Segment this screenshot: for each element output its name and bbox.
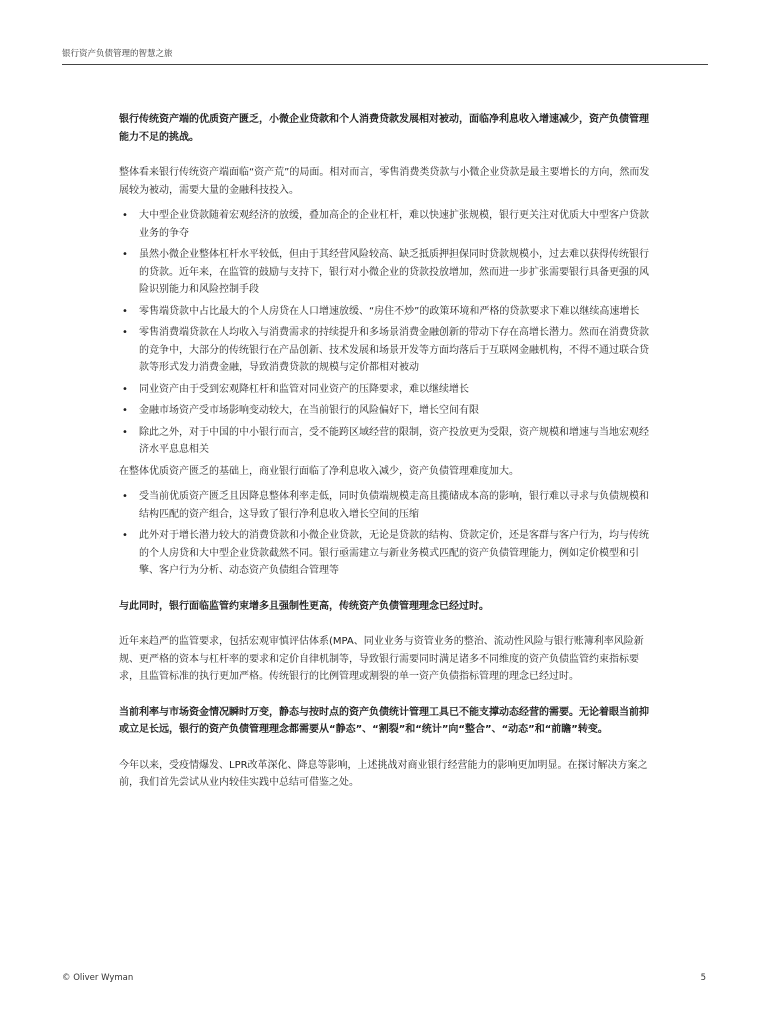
list-item: • 受当前优质资产匮乏且因降息整体利率走低，同时负债端规模走高且揽储成本高的影响，银行难以寻求与负债规模和结构匹配的资产组合，这导致了银行净利息收入增长空间的压缩 bbox=[119, 488, 657, 523]
bullet-icon: • bbox=[122, 530, 128, 541]
bullet-icon: • bbox=[122, 405, 128, 416]
bullet-icon: • bbox=[122, 305, 128, 317]
page-content bbox=[119, 111, 657, 792]
bullet-list-income-challenges bbox=[119, 488, 657, 580]
footer-copyright: © Oliver Wyman bbox=[62, 973, 134, 983]
list-item: • 此外对于增长潜力较大的消费贷款和小微企业贷款，无论是贷款的结构、贷款定价，还是客群与客户行为，均与传统的个人房贷和大中型企业贷款截然不同。银行亟需建立与新业务模式匹配的资产负债管理能力，例如定价模型和引擎、客户行为分析、动态资产负债组合管理等 bbox=[119, 527, 657, 580]
bullet-list-asset-challenges bbox=[119, 207, 657, 459]
list-item: • 零售端贷款中占比最大的个人房贷在人口增速放缓、“房住不炒”的政策环境和严格的贷款要求下难以继续高速增长 bbox=[119, 303, 657, 321]
heading-asset-shortage: 银行传统资产端的优质资产匮乏，小微企业贷款和个人消费贷款发展相对被动，面临净利息收入增速减少，资产负债管理能力不足的挑战。 bbox=[119, 114, 649, 143]
list-item: • 零售消费端贷款在人均收入与消费需求的持续提升和多场景消费金融创新的带动下存在高增长潜力。然而在消费贷款的竞争中，大部分的传统银行在产品创新、技术发展和场景开发等方面均落后于互联网金融机构，不得不通过联合贷款等形式发力消费金融，导致消费贷款的规模与定价都相对被动 bbox=[119, 324, 657, 377]
page-number: 5 bbox=[700, 973, 706, 983]
list-item: • 除此之外，对于中国的中小银行而言，受不能跨区域经营的限制，资产投放更为受限，资产规模和增速与当地宏观经济水平息息相关 bbox=[119, 424, 657, 459]
bullet-icon: • bbox=[122, 491, 128, 502]
list-item: • 大中型企业贷款随着宏观经济的放缓，叠加高企的企业杠杆，难以快速扩张规模，银行更关注对优质大中型客户贷款业务的争夺 bbox=[119, 207, 657, 242]
list-item: • 金融市场资产受市场影响变动较大，在当前银行的风险偏好下，增长空间有限 bbox=[119, 402, 657, 420]
heading-regulatory-constraints: 与此同时，银行面临监管约束增多且强制性更高，传统资产负债管理理念已经过时。 bbox=[119, 600, 489, 612]
list-item: • 虽然小微企业整体杠杆水平较低，但由于其经营风险较高、缺乏抵质押担保同时贷款规模小，过去难以获得传统银行的贷款。近年来，在监管的鼓励与支持下，银行对小微企业的贷款投放增加，然而进一步扩张需要银行具备更强的风险识别能力和风险控制手段 bbox=[119, 246, 657, 299]
list-item: • 同业资产由于受到宏观降杠杆和监管对同业资产的压降要求，难以继续增长 bbox=[119, 381, 657, 399]
header-rule bbox=[62, 64, 708, 65]
bullet-icon: • bbox=[122, 210, 128, 221]
bullet-icon: • bbox=[122, 426, 128, 438]
paragraph-asset-overview: 整体看来银行传统资产端面临“资产荒”的局面。相对而言，零售消费类贷款与小微企业贷款是最主要增长的方向，然而发展较为被动，需要大量的金融科技投入。 bbox=[119, 167, 650, 196]
bullet-icon: • bbox=[122, 327, 128, 338]
bullet-icon: • bbox=[122, 383, 128, 395]
paragraph-outlook: 今年以来，受疫情爆发、LPR改革深化、降息等影响，上述挑战对商业银行经营能力的影响更加明显。在探讨解决方案之前，我们首先尝试从业内较佳实践中总结可借鉴之处。 bbox=[119, 759, 648, 788]
paragraph-regulation: 近年来趋严的监管要求，包括宏观审慎评估体系(MPA、同业业务与资管业务的整治、流动性风险与银行账簿利率风险新规、更严格的资本与杠杆率的要求和定价自律机制等，导致银行需要同时满足诸多不同维度的资产负债监管约束指标要求，且监管标准的执行更加严格。传统银行的比例管理或割裂的单一资产负债指标管理的理念已经过时。 bbox=[119, 636, 644, 682]
bullet-icon: • bbox=[122, 249, 128, 260]
heading-dynamic-management: 当前利率与市场资金情况瞬时万变，静态与按时点的资产负债统计管理工具已不能支撑动态经营的需要。无论着眼当前抑或立足长远，银行的资产负债管理理念都需要从“静态”、“割裂”和“统计”向“整合”、“动态”和“前瞻”转变。 bbox=[119, 706, 649, 735]
paragraph-income-pressure: 在整体优质资产匮乏的基础上，商业银行面临了净利息收入减少，资产负债管理难度加大。 bbox=[119, 465, 519, 477]
running-title: 银行资产负债管理的智慧之旅 bbox=[62, 49, 173, 59]
